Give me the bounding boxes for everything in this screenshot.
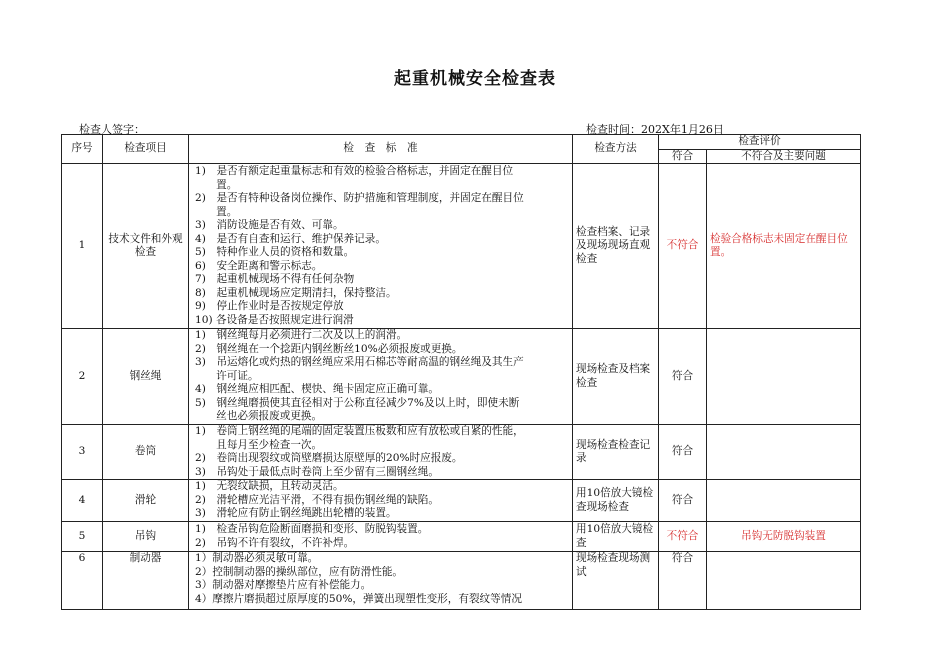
criteria-line: 且每月至少检查一次。: [195, 438, 323, 451]
criteria-line: 2) 吊钩不许有裂纹，不许补焊。: [195, 536, 355, 549]
table-row: [62, 329, 861, 425]
header-no: 序号: [62, 135, 103, 164]
criteria-line: 6) 安全距离和警示标志。: [195, 259, 323, 272]
inspection-table: [61, 134, 861, 610]
row-number: 6: [62, 552, 103, 610]
criteria-line: 2) 卷筒出现裂纹或筒壁磨损达原壁厚的20%时应报废。: [195, 452, 463, 464]
criteria-list: [189, 425, 573, 480]
conform-result: 符合: [659, 329, 707, 425]
criteria-line: 3) 吊运熔化或灼热的钢丝绳应采用石棉芯等耐高温的钢丝绳及其生产: [195, 356, 524, 369]
inspection-method: 检查档案、记录及现场现场直观检查: [573, 164, 659, 329]
inspection-method: 现场检查现场测试: [573, 552, 659, 610]
criteria-line: 9) 停止作业时是否按规定停放: [195, 300, 344, 312]
inspection-method: 用10倍放大镜检查现场检查: [573, 480, 659, 522]
criteria-list: [189, 164, 573, 329]
criteria-list: [189, 522, 573, 552]
criteria-line: 3) 滑轮应有防止钢丝绳跳出轮槽的装置。: [195, 507, 397, 520]
table-row: [62, 552, 861, 610]
inspection-date: 检查时间：202X年1月26日: [586, 123, 724, 136]
inspection-method: 用10倍放大镜检查: [573, 522, 659, 552]
inspection-item: 技术文件和外观检查: [103, 164, 189, 329]
nonconform-issue: [707, 480, 861, 522]
criteria-line: 1) 检查吊钩危险断面磨损和变形、防脱钩装置。: [195, 523, 429, 535]
inspection-item: 制动器: [103, 552, 189, 610]
inspector-signature-label: 检查人签字：: [79, 123, 145, 136]
criteria-line: 丝也必须报废或更换。: [195, 410, 323, 423]
table-row: [62, 480, 861, 522]
row-number: 5: [62, 522, 103, 552]
conform-result: 符合: [659, 480, 707, 522]
nonconform-issue: 检验合格标志未固定在醒目位置。: [707, 164, 861, 329]
criteria-line: 2) 是否有特种设备岗位操作、防护措施和管理制度，并固定在醒目位: [195, 192, 524, 204]
criteria-line: 1）制动器必须灵敏可靠。: [195, 552, 319, 564]
conform-result: 符合: [659, 425, 707, 480]
nonconform-issue: [707, 552, 861, 610]
inspection-method: 现场检查检查记录: [573, 425, 659, 480]
criteria-list: [189, 552, 573, 610]
header-nonconform: 不符合及主要问题: [707, 149, 861, 164]
nonconform-issue: [707, 425, 861, 480]
inspection-item: 钢丝绳: [103, 329, 189, 425]
criteria-line: 5) 钢丝绳磨损使其直径相对于公称直径减少7%及以上时，即使未断: [195, 396, 520, 409]
header-evaluation: 检查评价: [659, 135, 861, 150]
criteria-line: 2) 钢丝绳在一个捻距内钢丝断丝10%必须报废或更换。: [195, 342, 463, 355]
conform-result: 不符合: [659, 522, 707, 552]
table-row: [62, 522, 861, 552]
criteria-line: 3) 消防设施是否有效、可靠。: [195, 219, 344, 231]
inspection-item: 吊钩: [103, 522, 189, 552]
criteria-line: 3）制动器对摩擦垫片应有补偿能力。: [195, 579, 372, 591]
header-item: 检查项目: [103, 135, 189, 164]
row-number: 1: [62, 164, 103, 329]
criteria-line: 1) 钢丝绳每月必须进行二次及以上的润滑。: [195, 329, 408, 342]
header-conform: 符合: [659, 149, 707, 164]
criteria-line: 置。: [195, 178, 238, 191]
row-number: 3: [62, 425, 103, 480]
criteria-line: 置。: [195, 205, 238, 218]
criteria-line: 1) 卷筒上钢丝绳的尾端的固定装置压板数和应有放松或自紧的性能，: [195, 425, 524, 437]
nonconform-issue: 吊钩无防脱钩装置: [707, 522, 861, 552]
criteria-line: 2）控制制动器的操纵部位，应有防滑性能。: [195, 565, 404, 578]
conform-result: 不符合: [659, 164, 707, 329]
inspection-method: 现场检查及档案检查: [573, 329, 659, 425]
criteria-line: 2) 滑轮槽应光洁平滑，不得有损伤钢丝绳的缺陷。: [195, 493, 439, 506]
criteria-line: 1) 是否有额定起重量标志和有效的检验合格标志，并固定在醒目位: [195, 165, 514, 177]
criteria-line: 7) 起重机械现场不得有任何杂物: [195, 273, 355, 285]
nonconform-issue: [707, 329, 861, 425]
inspection-item: 滑轮: [103, 480, 189, 522]
inspection-item: 卷筒: [103, 425, 189, 480]
criteria-list: [189, 480, 573, 522]
header-method: 检查方法: [573, 135, 659, 164]
row-number: 4: [62, 480, 103, 522]
criteria-line: 5) 特种作业人员的资格和数量。: [195, 246, 355, 258]
criteria-line: 3) 吊钩处于最低点时卷筒上至少留有三圈钢丝绳。: [195, 465, 439, 478]
criteria-line: 许可证。: [195, 369, 259, 382]
table-row: [62, 425, 861, 480]
criteria-line: 4) 是否有自查和运行、维护保养记录。: [195, 232, 386, 245]
criteria-list: [189, 329, 573, 425]
header-standard: 检 查 标 准: [189, 135, 573, 164]
criteria-line: 10) 各设备是否按照规定进行润滑: [195, 313, 354, 326]
criteria-line: 1) 无裂纹缺损，且转动灵活。: [195, 480, 344, 493]
criteria-line: 8) 起重机械现场应定期清扫，保持整洁。: [195, 286, 397, 299]
criteria-line: 4）摩擦片磨损超过原厚度的50%，弹簧出现塑性变形，有裂纹等情况: [195, 592, 522, 605]
page-title: 起重机械安全检查表: [394, 69, 556, 89]
conform-result: 符合: [659, 552, 707, 610]
criteria-line: 4) 钢丝绳应相匹配、楔快、绳卡固定应正确可靠。: [195, 383, 439, 396]
table-row: [62, 164, 861, 329]
row-number: 2: [62, 329, 103, 425]
